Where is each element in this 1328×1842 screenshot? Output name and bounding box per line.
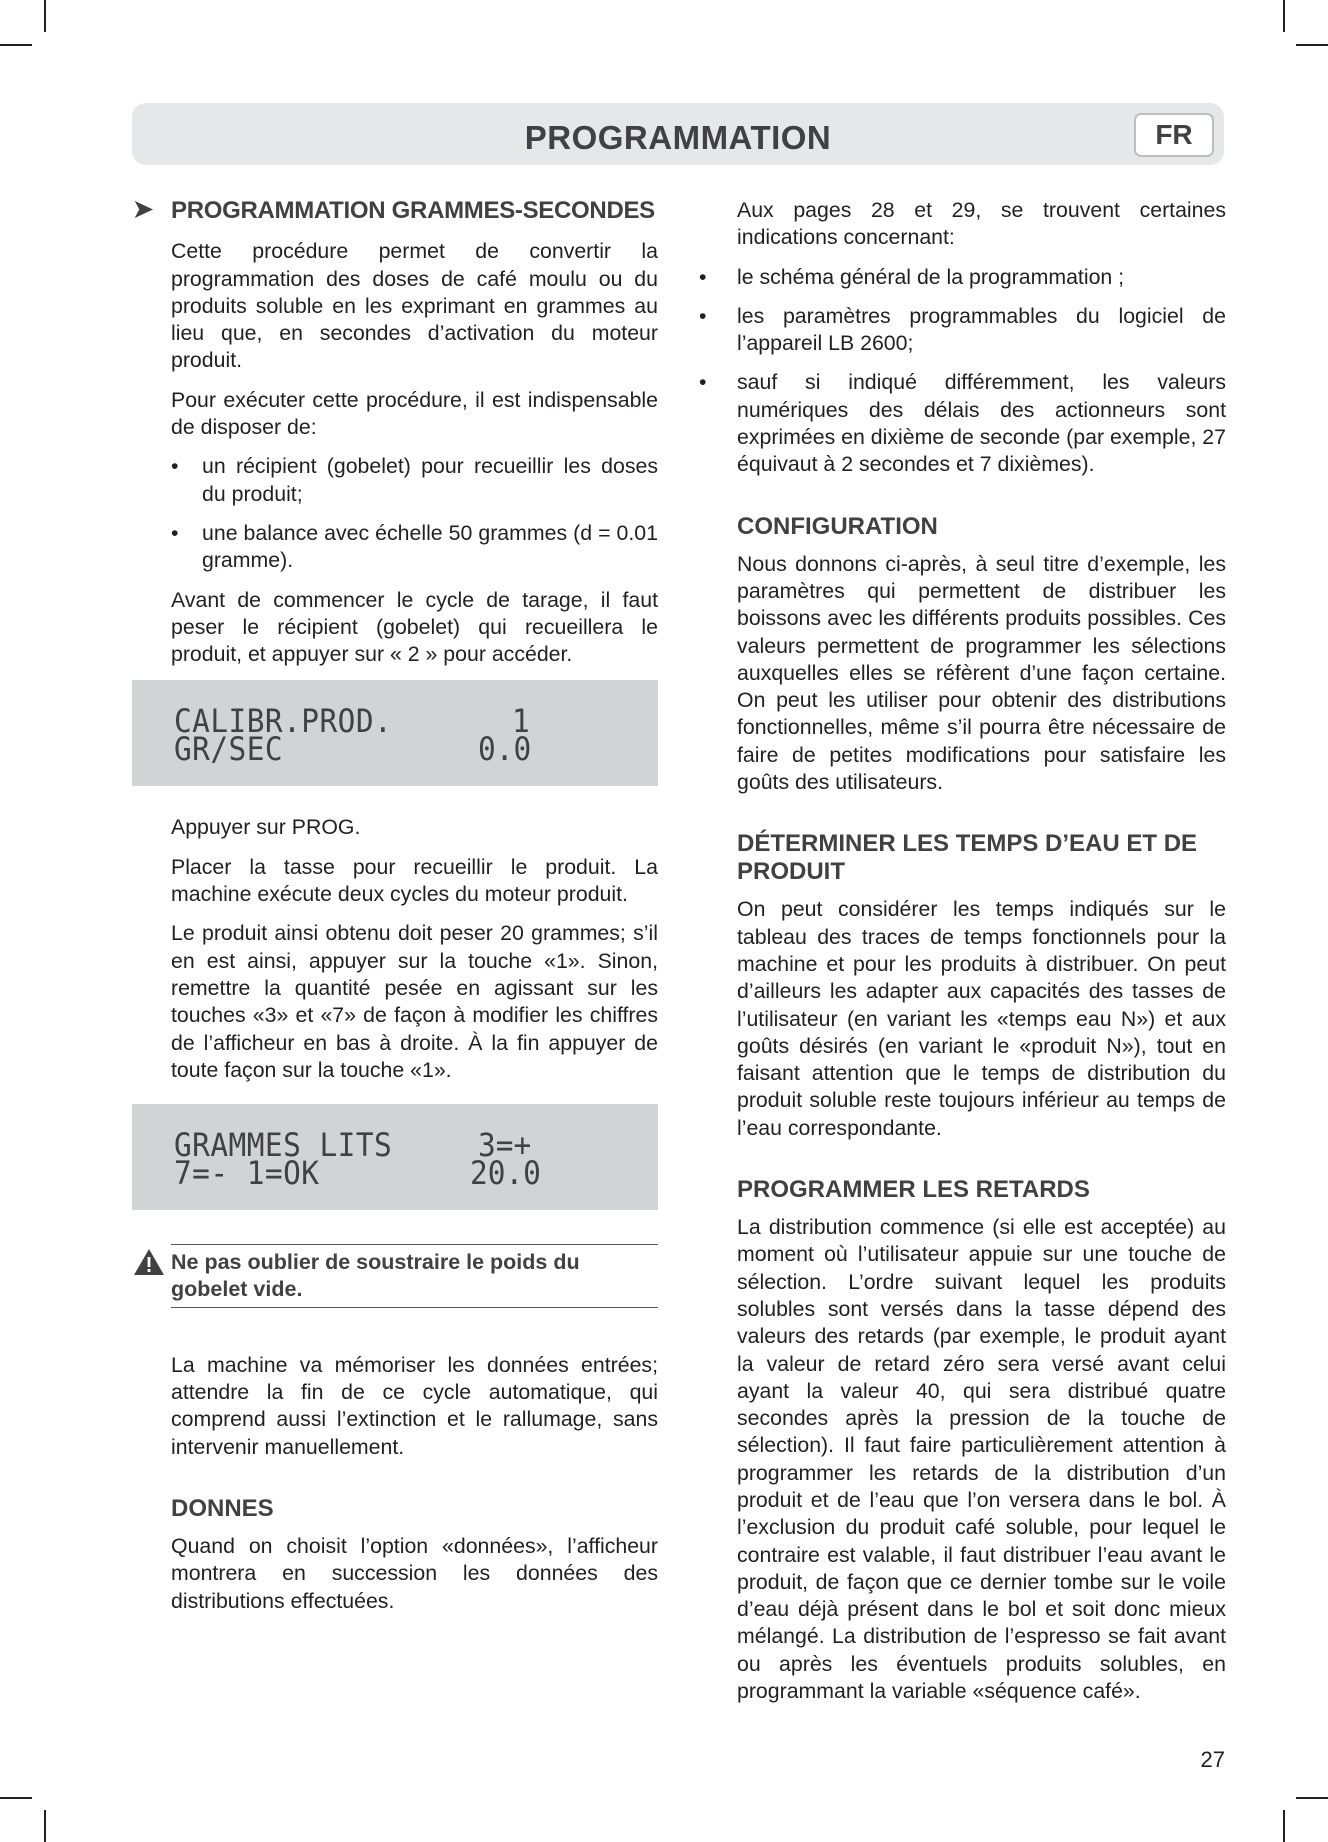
- language-badge: FR: [1134, 113, 1214, 157]
- section-heading: [133, 196, 658, 224]
- lcd-display: [132, 680, 658, 786]
- paragraph: Quand on choisit l’option «données», l’afficheur montrera en succession les données des distributions effectuées.: [171, 1533, 658, 1613]
- section-heading-retards: PROGRAMMER LES RETARDS: [737, 1176, 1090, 1204]
- list-item-text: les paramètres programmables du logiciel de l’appareil LB 2600;: [737, 303, 1226, 356]
- crop-mark: [1283, 1810, 1285, 1842]
- paragraph: Le produit ainsi obtenu doit peser 20 grammes; s’il en est ainsi, appuyer sur la touche «1». Sinon, remettre la quantité pesée en agissant sur les touches «3» et «7» de façon à modifier les chiffres de l’afficheur en bas à droite. À la fin appuyer de toute façon sur la touche «1».: [171, 921, 658, 1082]
- list-item: [171, 453, 658, 508]
- paragraph: Pour exécuter cette procédure, il est indispensable de disposer de:: [171, 387, 658, 440]
- list-item-text: le schéma général de la programmation ;: [737, 264, 1125, 289]
- crop-mark: [0, 44, 32, 46]
- lcd-value-1: 3=+: [478, 1126, 532, 1165]
- warning-icon: [133, 1248, 165, 1276]
- paragraph: Aux pages 28 et 29, se trouvent certaines indications concernant:: [737, 198, 1226, 250]
- page-title: PROGRAMMATION: [524, 119, 832, 156]
- lcd-display: [132, 1104, 658, 1210]
- warning-box: [171, 1244, 658, 1308]
- bullet-icon: •: [171, 520, 179, 545]
- crop-mark: [0, 1797, 32, 1799]
- lcd-line-1: GRAMMES LITS: [174, 1126, 393, 1165]
- right-column: [699, 197, 1226, 1717]
- paragraph: La machine va mémoriser les données entrées; attendre la fin de ce cycle automatique, qui comprend aussi l’extinction et le rallumage, sans intervenir manuellement.: [171, 1352, 658, 1459]
- page-header: [132, 103, 1224, 165]
- lcd-value-2: 20.0: [470, 1154, 541, 1193]
- bullet-list: [699, 264, 1226, 479]
- page-number: 27: [1200, 1747, 1225, 1772]
- bullet-icon: •: [699, 264, 707, 289]
- paragraph: Avant de commencer le cycle de tarage, il faut peser le récipient (gobelet) qui recueillera le produit, et appuyer sur « 2 » pour accéder.: [171, 587, 658, 667]
- crop-mark: [44, 0, 46, 32]
- lcd-value-1: 1: [512, 702, 530, 741]
- bullet-list: [171, 453, 658, 574]
- warning-text: Ne pas oublier de soustraire le poids du gobelet vide.: [171, 1250, 580, 1302]
- crop-mark: [44, 1810, 46, 1842]
- paragraph: Cette procédure permet de convertir la programmation des doses de café moulu ou du produits soluble en les exprimant en grammes au lieu que, en secondes d’activation du moteur produit.: [171, 239, 658, 373]
- list-item: [699, 264, 1226, 291]
- bullet-icon: •: [171, 454, 179, 479]
- crop-mark: [1283, 0, 1285, 32]
- list-item-text: un récipient (gobelet) pour recueillir les doses du produit;: [202, 454, 658, 506]
- bullet-icon: •: [699, 370, 707, 395]
- list-item-text: une balance avec échelle 50 grammes (d = 0.01 gramme).: [202, 520, 658, 573]
- lcd-line-2: GR/SEC: [174, 730, 284, 769]
- lcd-line-1: CALIBR.PROD.: [174, 702, 393, 741]
- paragraph: Nous donnons ci-après, à seul titre d’exemple, les paramètres qui permettent de distribuer les boissons avec les différents produits possibles. Ces valeurs permettent de programmer les sélections auxquelles elles se réfèrent d’une façon certaine. On peut les utiliser pour obtenir des distributions fonctionnelles, même s’il pourra être nécessaire de faire de petites modifications pour satisfaire les goûts des utilisateurs.: [737, 551, 1226, 795]
- lcd-line-2: 7=- 1=OK: [174, 1154, 320, 1193]
- arrow-icon: ➤: [133, 196, 153, 223]
- crop-mark: [1296, 44, 1328, 46]
- section-heading-configuration: CONFIGURATION: [737, 512, 938, 540]
- paragraph: Placer la tasse pour recueillir le produit. La machine exécute deux cycles du moteur produit.: [171, 854, 658, 907]
- list-item: [699, 303, 1226, 358]
- section-heading-donnes: DONNES: [171, 1494, 274, 1522]
- section-heading-text: PROGRAMMATION GRAMMES-SECONDES: [171, 197, 655, 224]
- list-item: [171, 520, 658, 575]
- lcd-value-2: 0.0: [478, 730, 532, 769]
- list-item-text: sauf si indiqué différemment, les valeurs numériques des délais des actionneurs sont exprimées en dixième de seconde (par exemple, 27 équivaut à 2 secondes et 7 dixièmes).: [737, 370, 1226, 477]
- list-item: [699, 369, 1226, 478]
- section-heading-temps: DÉTERMINER LES TEMPS D’EAU ET DE PRODUIT: [737, 830, 1198, 886]
- left-column: [133, 196, 658, 1627]
- crop-mark: [1296, 1797, 1328, 1799]
- paragraph: La distribution commence (si elle est acceptée) au moment où l’utilisateur appuie sur une touche de sélection. L’ordre suivant lequel les produits solubles sont versés dans la tasse dépend des valeurs des retards (par exemple, le produit ayant la valeur de retard zéro sera versé avant celui ayant la valeur 40, qui sera distribué quatre secondes après la pression de la touche de sélection). Il faut faire particulièrement attention à programmer les retards de la distribution d’un produit et de l’eau que l’on versera dans le bol. À l’exclusion du produit café soluble, pour lequel le contraire est valable, il faut distribuer l’eau avant le produit, de façon que ce dernier tombe sur le voile d’eau déjà présent dans le bol et soit donc mieux mélangé. La distribution de l’espresso se fait avant ou après les éventuels produits solubles, en programmant la variable «séquence café».: [737, 1215, 1226, 1704]
- bullet-icon: •: [699, 303, 707, 328]
- paragraph: Appuyer sur PROG.: [171, 815, 361, 840]
- paragraph: On peut considérer les temps indiqués sur le tableau des traces de temps fonctionnels pour la machine et pour les produits à distribuer. On peut d’ailleurs les adapter aux capacités des tasses de l’utilisateur (en variant les «temps eau N») et aux goûts désirés (en variant le «produit N»), tout en faisant attention que le temps de distribution du produit soluble reste toujours inférieur au temps de l’eau correspondante.: [737, 897, 1226, 1140]
